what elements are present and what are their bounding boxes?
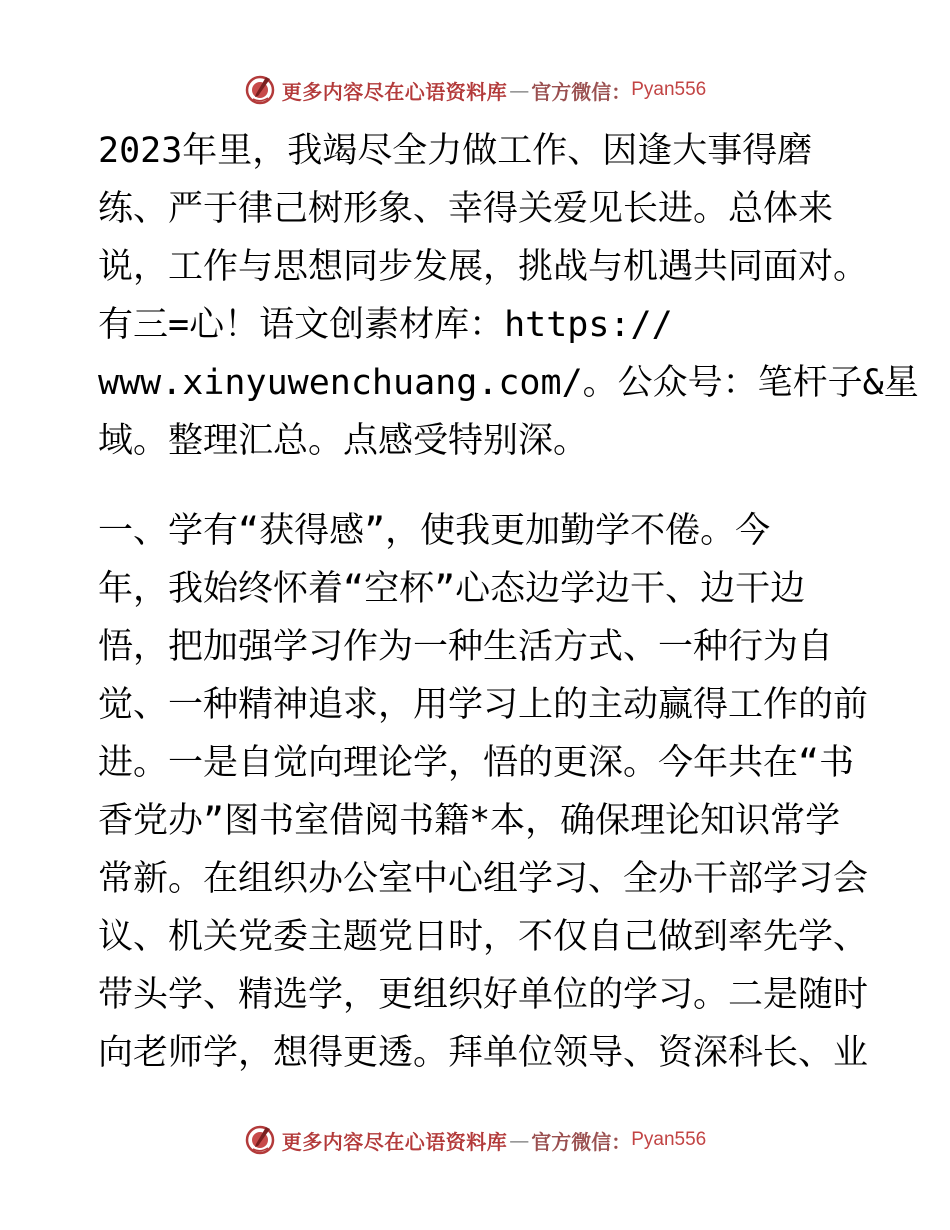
text-line: 域。整理汇总。点感受特别深。 [98,421,589,461]
text-line: 有三=心！语文创素材库：https:// [98,305,673,345]
text-line: 议、机关党委主题党日时，不仅自己做到率先学、 [98,917,869,957]
text-line: 2023年里，我竭尽全力做工作、因逢大事得磨 [98,131,813,171]
text-line: 练、严于律己树形象、幸得关爱见长进。总体来 [98,189,834,229]
banner-wechat-id: Pyan556 [631,1129,707,1150]
text-line: 进。一是自觉向理论学，悟的更深。今年共在“书 [98,743,855,783]
text-line: 带头学、精选学，更组织好单位的学习。二是随时 [98,975,869,1015]
paragraph-gap [98,470,878,502]
document-body [98,122,919,1082]
quill-seal-logo-icon [244,1124,276,1156]
text-line: 香党办”图书室借阅书籍*本，确保理论知识常学 [98,801,841,841]
text-line: 向老师学，想得更透。拜单位领导、资深科长、业 [98,1033,869,1073]
paragraph-1 [98,122,919,470]
banner-wechat-label: 官方微信： [531,79,632,104]
text-line: 说，工作与思想同步发展，挑战与机遇共同面对。 [98,247,869,287]
text-line: 觉、一种精神追求，用学习上的主动赢得工作的前 [98,685,869,725]
header-banner [0,68,950,112]
footer-banner [0,1118,950,1162]
banner-lead-text: 更多内容尽在心语资料库 [281,1129,508,1154]
banner-lead-text: 更多内容尽在心语资料库 [281,79,508,104]
banner-separator: — [509,1128,530,1152]
paragraph-2 [98,502,878,1082]
text-line: 一、学有“获得感”，使我更加勤学不倦。今 [98,511,771,551]
text-line: 悟，把加强学习作为一种生活方式、一种行为自 [98,627,834,667]
text-line: 常新。在组织办公室中心组学习、全办干部学习会 [98,859,869,899]
banner-wechat-label: 官方微信： [531,1129,632,1154]
text-line: 年，我始终怀着“空杯”心态边学边干、边干边 [98,569,806,609]
quill-seal-logo-icon [244,74,276,106]
banner-wechat-id: Pyan556 [631,79,707,100]
text-line: www.xinyuwenchuang.com/。公众号：笔杆子&星 [98,363,919,403]
banner-separator: — [509,78,530,102]
